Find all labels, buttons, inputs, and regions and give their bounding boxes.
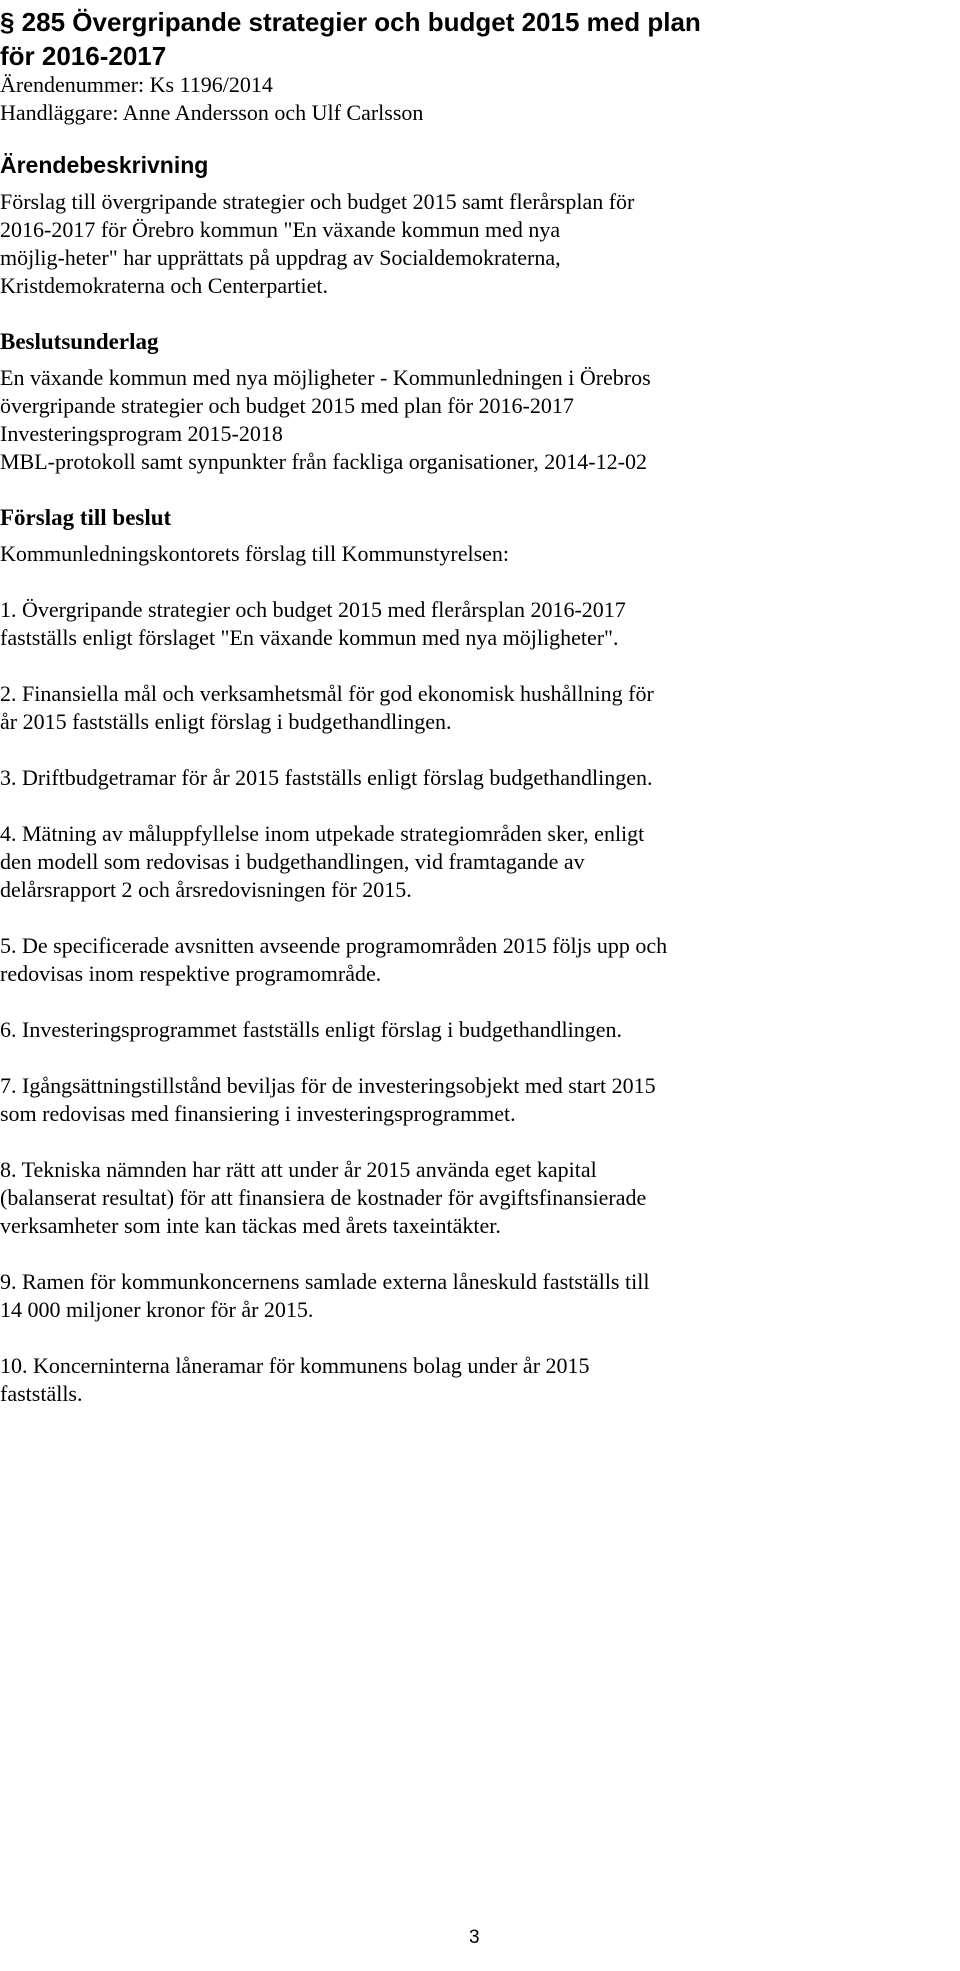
proposal-item-2-cont: år 2015 fastställs enligt förslag i budgethandlingen. bbox=[0, 709, 452, 734]
proposal-item-1-cont: fastställs enligt förslaget "En växande kommun med nya möjligheter". bbox=[0, 625, 619, 650]
proposal-item-8-cont: (balanserat resultat) för att finansiera de kostnader för avgiftsfinansierade bbox=[0, 1185, 647, 1210]
proposal-item-9-cont: 14 000 miljoner kronor för år 2015. bbox=[0, 1297, 314, 1322]
description-heading: Ärendebeskrivning bbox=[0, 152, 209, 178]
basis-line: MBL-protokoll samt synpunkter från fackliga organisationer, 2014-12-02 bbox=[0, 449, 647, 474]
proposal-item-5-cont: redovisas inom respektive programområde. bbox=[0, 961, 382, 986]
case-handlers: Handläggare: Anne Andersson och Ulf Carlsson bbox=[0, 100, 424, 125]
proposal-item-7: 7. Igångsättningstillstånd beviljas för de investeringsobjekt med start 2015 bbox=[0, 1073, 656, 1098]
basis-line: Investeringsprogram 2015-2018 bbox=[0, 421, 283, 446]
proposal-item-4: 4. Mätning av måluppfyllelse inom utpekade strategiområden sker, enligt bbox=[0, 821, 645, 846]
proposal-item-9: 9. Ramen för kommunkoncernens samlade externa låneskuld fastställs till bbox=[0, 1269, 650, 1294]
description-line: 2016-2017 för Örebro kommun "En växande kommun med nya bbox=[0, 217, 561, 242]
proposal-item-6: 6. Investeringsprogrammet fastställs enligt förslag i budgethandlingen. bbox=[0, 1017, 622, 1042]
section-title-line-1: § 285 Övergripande strategier och budget 2015 med plan bbox=[0, 7, 701, 37]
description-line: Kristdemokraterna och Centerpartiet. bbox=[0, 273, 329, 298]
proposal-item-3: 3. Driftbudgetramar för år 2015 fastställs enligt förslag budgethandlingen. bbox=[0, 765, 653, 790]
proposal-item-10: 10. Koncerninterna låneramar för kommunens bolag under år 2015 bbox=[0, 1353, 590, 1378]
proposal-item-4-cont: den modell som redovisas i budgethandlingen, vid framtagande av bbox=[0, 849, 585, 874]
proposal-item-5: 5. De specificerade avsnitten avseende programområden 2015 följs upp och bbox=[0, 933, 668, 958]
proposal-item-2: 2. Finansiella mål och verksamhetsmål för god ekonomisk hushållning för bbox=[0, 681, 654, 706]
proposal-heading: Förslag till beslut bbox=[0, 505, 172, 530]
proposal-item-1: 1. Övergripande strategier och budget 2015 med flerårsplan 2016-2017 bbox=[0, 597, 626, 622]
description-line: Förslag till övergripande strategier och budget 2015 samt flerårsplan för bbox=[0, 189, 635, 214]
basis-line: övergripande strategier och budget 2015 med plan för 2016-2017 bbox=[0, 393, 574, 418]
proposal-item-10-cont: fastställs. bbox=[0, 1381, 83, 1406]
case-number: Ärendenummer: Ks 1196/2014 bbox=[0, 72, 273, 97]
basis-line: En växande kommun med nya möjligheter - Kommunledningen i Örebros bbox=[0, 365, 651, 390]
basis-heading: Beslutsunderlag bbox=[0, 329, 159, 354]
section-title-line-2: för 2016-2017 bbox=[0, 41, 167, 71]
proposal-item-7-cont: som redovisas med finansiering i investeringsprogrammet. bbox=[0, 1101, 516, 1126]
proposal-intro: Kommunledningskontorets förslag till Kommunstyrelsen: bbox=[0, 541, 510, 566]
proposal-item-8: 8. Tekniska nämnden har rätt att under år 2015 använda eget kapital bbox=[0, 1157, 597, 1182]
proposal-item-4-cont: delårsrapport 2 och årsredovisningen för 2015. bbox=[0, 877, 412, 902]
description-line: möjlig-heter" har upprättats på uppdrag av Socialdemokraterna, bbox=[0, 245, 561, 270]
proposal-item-8-cont: verksamheter som inte kan täckas med årets taxeintäkter. bbox=[0, 1213, 501, 1238]
page-number: 3 bbox=[469, 1927, 480, 1948]
